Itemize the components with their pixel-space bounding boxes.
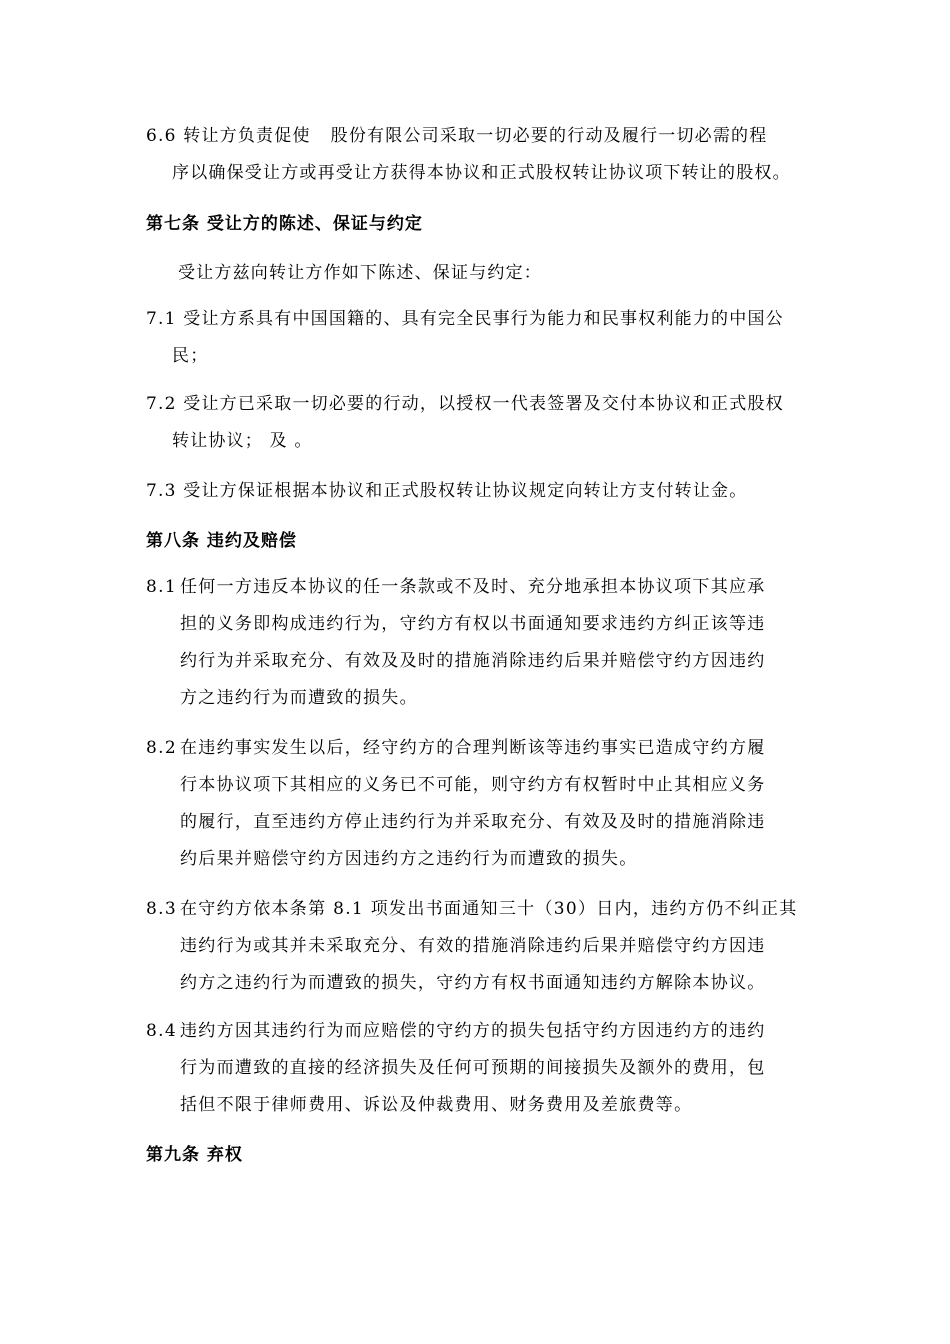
clause-7-1-line1: 7.1 受让方系具有中国国籍的、具有完全民事行为能力和民事权利能力的中国公 bbox=[146, 309, 784, 329]
clause-7-1-line2: 民； bbox=[172, 346, 209, 366]
clause-number: 8.4 bbox=[146, 1021, 177, 1041]
clause-number: 8.1 bbox=[146, 577, 177, 597]
clause-number: 8.3 bbox=[146, 899, 177, 919]
clause-7-2-line1: 7.2 受让方已采取一切必要的行动，以授权一代表签署及交付本协议和正式股权 bbox=[146, 394, 784, 414]
clause-line: 约后果并赔偿守约方因违约方之违约行为而遭致的损失。 bbox=[180, 849, 638, 869]
clause-6-6-line2: 序以确保受让方或再受让方获得本协议和正式股权转让协议项下转让的股权。 bbox=[172, 163, 791, 183]
clause-7-2 bbox=[146, 386, 810, 460]
article-7-heading: 第七条 受让方的陈述、保证与约定 bbox=[146, 214, 423, 234]
article-9-heading: 第九条 弃权 bbox=[146, 1145, 243, 1165]
clause-line: 违约方因其违约行为而应赔偿的守约方的损失包括守约方因违约方的违约 bbox=[180, 1021, 766, 1041]
clause-6-6-line1a: 6.6 转让方负责促使 bbox=[146, 126, 311, 146]
clause-7-3 bbox=[146, 473, 810, 510]
clause-7-1 bbox=[146, 301, 810, 375]
clause-8-2 bbox=[146, 730, 816, 878]
article-8-heading: 第八条 违约及赔偿 bbox=[146, 531, 297, 551]
article-7-intro: 受让方兹向转让方作如下陈述、保证与约定： bbox=[178, 263, 542, 283]
clause-7-3-line1: 7.3 受让方保证根据本协议和正式股权转让协议规定向转让方支付转让金。 bbox=[146, 481, 748, 501]
clause-line: 约方之违约行为而遭致的损失，守约方有权书面通知违约方解除本协议。 bbox=[180, 973, 766, 993]
clause-line: 的履行，直至违约方停止违约行为并采取充分、有效及及时的措施消除违 bbox=[180, 812, 766, 832]
clause-line: 行为而遭致的直接的经济损失及任何可预期的间接损失及额外的费用，包 bbox=[180, 1058, 766, 1078]
clause-line: 约行为并采取充分、有效及及时的措施消除违约后果并赔偿守约方因违约 bbox=[180, 651, 766, 671]
clause-8-3 bbox=[146, 891, 816, 1002]
clause-line: 任何一方违反本协议的任一条款或不及时、充分地承担本协议项下其应承 bbox=[180, 577, 766, 597]
clause-line: 在违约事实发生以后，经守约方的合理判断该等违约事实已造成守约方履 bbox=[180, 738, 766, 758]
clause-line: 担的义务即构成违约行为，守约方有权以书面通知要求违约方纠正该等违 bbox=[180, 614, 766, 634]
clause-line: 行本协议项下其相应的义务已不可能，则守约方有权暂时中止其相应义务 bbox=[180, 775, 766, 795]
clause-line: 括但不限于律师费用、诉讼及仲裁费用、财务费用及差旅费等。 bbox=[180, 1095, 693, 1115]
clause-line: 在守约方依本条第 8.1 项发出书面通知三十（30）日内，违约方仍不纠正其 bbox=[180, 899, 798, 919]
clause-6-6 bbox=[146, 118, 810, 192]
clause-6-6-line1b: 股份有限公司采取一切必要的行动及履行一切必需的程 bbox=[330, 126, 768, 146]
clause-line: 方之违约行为而遭致的损失。 bbox=[180, 688, 418, 708]
clause-8-1 bbox=[146, 569, 816, 717]
clause-line: 违约行为或其并未采取充分、有效的措施消除违约后果并赔偿守约方因违 bbox=[180, 936, 766, 956]
clause-8-4 bbox=[146, 1013, 816, 1124]
clause-7-2-line2: 转让协议； 及 。 bbox=[172, 431, 313, 451]
clause-number: 8.2 bbox=[146, 738, 177, 758]
